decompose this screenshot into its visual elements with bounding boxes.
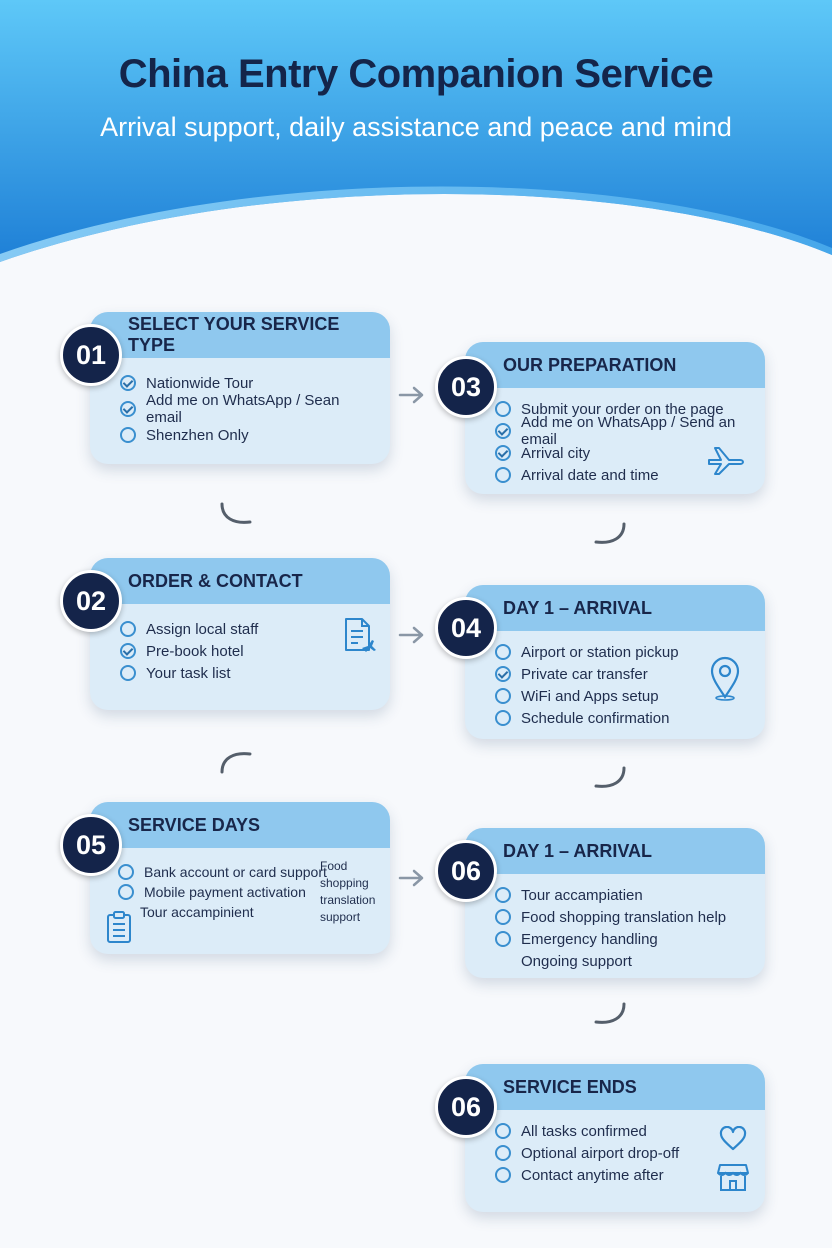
circle-icon [120, 665, 136, 681]
step-heading: SERVICE DAYS [90, 802, 390, 848]
check-icon [495, 445, 511, 461]
list-item: Tour accampinient [140, 904, 254, 920]
list-item: Add me on WhatsApp / Send an email [495, 420, 747, 442]
list-item: Arrival city [495, 442, 747, 464]
step-heading: DAY 1 – ARRIVAL [465, 828, 765, 874]
circle-icon [495, 401, 511, 417]
circle-icon [495, 644, 511, 660]
list-item: Bank account or card support [118, 862, 372, 882]
list-item: Your task list [120, 662, 372, 684]
check-icon [120, 643, 136, 659]
step-number-badge: 02 [60, 570, 122, 632]
document-plane-icon [342, 616, 378, 656]
circle-icon [495, 931, 511, 947]
list-item: Submit your order on the page [495, 398, 747, 420]
step-card-04 [465, 585, 765, 739]
circle-icon [495, 710, 511, 726]
circle-icon [495, 1167, 511, 1183]
list-item: Optional airport drop-off [495, 1142, 747, 1164]
list-item: Tour accampiatien [495, 884, 747, 906]
list-item: Arrival date and time [495, 464, 747, 486]
circle-icon [118, 864, 134, 880]
circle-icon [495, 1145, 511, 1161]
step-number-badge: 04 [435, 597, 497, 659]
list-item: Contact anytime after [495, 1164, 747, 1186]
circle-icon [118, 884, 134, 900]
page-title: China Entry Companion Service [118, 52, 714, 96]
list-item: Airport or station pickup [495, 641, 747, 663]
circle-icon [495, 1123, 511, 1139]
page-subtitle: Arrival support, daily assistance and peace and mind [100, 112, 732, 142]
list-item: Emergency handling [495, 928, 747, 950]
step-number-badge: 01 [60, 324, 122, 386]
circle-icon [495, 909, 511, 925]
step-card-02 [90, 558, 390, 710]
list-item: Add me on WhatsApp / Sean email [120, 398, 372, 420]
check-icon [495, 666, 511, 682]
side-note: Food shopping translation support [320, 859, 376, 924]
circle-icon [120, 427, 136, 443]
circle-icon [120, 621, 136, 637]
arrow-right-icon [398, 626, 426, 644]
check-icon [120, 401, 136, 417]
airplane-icon [707, 442, 747, 478]
step-number-badge: 05 [60, 814, 122, 876]
step-card-05 [90, 802, 390, 954]
step-heading: OUR PREPARATION [465, 342, 765, 388]
step-heading: SELECT YOUR SERVICE TYPE [90, 312, 390, 358]
list-item: Assign local staff [120, 618, 372, 640]
check-icon [120, 375, 136, 391]
arrow-right-icon [398, 869, 426, 887]
location-pin-icon [707, 655, 743, 701]
list-item: WiFi and Apps setup [495, 685, 747, 707]
list-item: Nationwide Tour [120, 372, 372, 394]
step-number-badge: 06 [435, 840, 497, 902]
connector-curve-icon [594, 766, 628, 790]
list-item: All tasks confirmed [495, 1120, 747, 1142]
connector-curve-icon [218, 750, 252, 774]
step-card-06 [465, 828, 765, 978]
step-heading: SERVICE ENDS [465, 1064, 765, 1110]
heart-icon [719, 1126, 747, 1152]
circle-icon [495, 688, 511, 704]
list-item: Shenzhen Only [120, 424, 372, 446]
connector-curve-icon [594, 1002, 628, 1026]
storefront-icon [717, 1162, 749, 1192]
arrow-right-icon [398, 386, 426, 404]
step-card-service-ends [465, 1064, 765, 1212]
clipboard-icon [105, 910, 133, 944]
list-item: Private car transfer [495, 663, 747, 685]
list-item: Food shopping translation help [495, 906, 747, 928]
circle-icon [495, 467, 511, 483]
list-item: Schedule confirmation [495, 707, 747, 729]
check-icon [495, 423, 511, 439]
connector-curve-icon [218, 502, 252, 526]
list-item: Mobile payment activation [118, 882, 372, 902]
circle-icon [495, 887, 511, 903]
step-heading: ORDER & CONTACT [90, 558, 390, 604]
connector-curve-icon [594, 522, 628, 546]
list-item: Pre-book hotel [120, 640, 372, 662]
step-card-03 [465, 342, 765, 494]
step-card-01 [90, 312, 390, 464]
step-number-badge: 06 [435, 1076, 497, 1138]
step-heading: DAY 1 – ARRIVAL [465, 585, 765, 631]
step-number-badge: 03 [435, 356, 497, 418]
list-item: Ongoing support [521, 952, 632, 970]
